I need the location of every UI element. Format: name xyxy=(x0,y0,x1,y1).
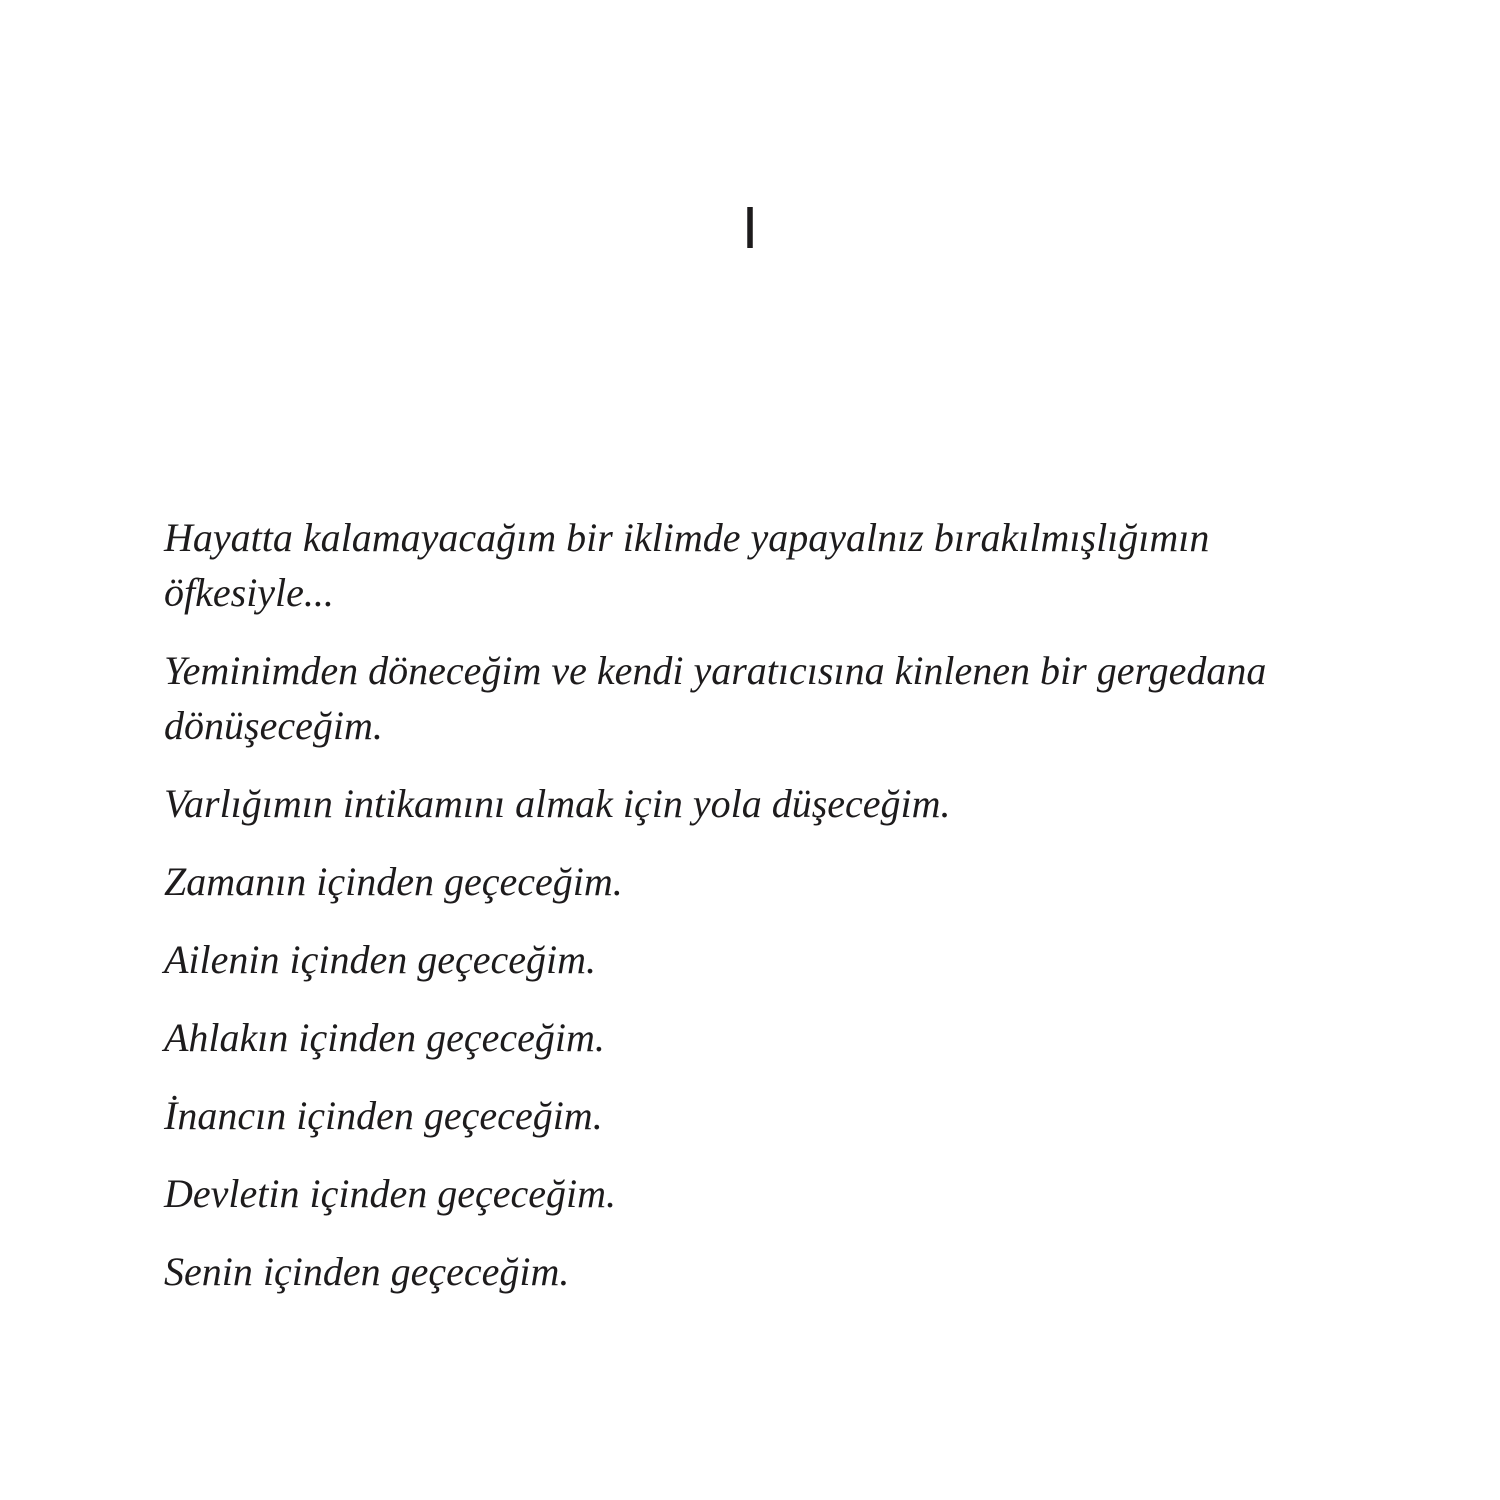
poem-stanza xyxy=(164,854,1364,909)
poem-line: Ailenin içinden geçeceğim. xyxy=(164,937,597,982)
poem-line: Devletin içinden geçeceğim. xyxy=(164,1171,616,1216)
poem-line: Ahlakın içinden geçeceğim. xyxy=(164,1015,605,1060)
poem-line: dönüşeceğim. xyxy=(164,703,383,748)
poem-stanza xyxy=(164,643,1364,753)
poem-line: İnancın içinden geçeceğim. xyxy=(164,1093,603,1138)
poem-stanza xyxy=(164,1166,1364,1221)
poem-line: Yeminimden döneceğim ve kendi yaratıcısına kinlenen bir gergedana xyxy=(164,648,1267,693)
poem-line: Hayatta kalamayacağım bir iklimde yapayalnız bırakılmışlığımın xyxy=(164,515,1210,560)
poem-stanza xyxy=(164,1244,1364,1299)
poem-line: Varlığımın intikamını almak için yola düşeceğim. xyxy=(164,781,951,826)
poem-stanza xyxy=(164,1088,1364,1143)
poem-body xyxy=(164,510,1364,1322)
poem-stanza xyxy=(164,1010,1364,1065)
chapter-numeral: I xyxy=(741,197,759,262)
poem-line: öfkesiyle... xyxy=(164,570,334,615)
poem-stanza xyxy=(164,776,1364,831)
poem-line: Zamanın içinden geçeceğim. xyxy=(164,859,623,904)
poem-stanza xyxy=(164,510,1364,620)
poem-stanza xyxy=(164,932,1364,987)
poem-line: Senin içinden geçeceğim. xyxy=(164,1249,570,1294)
